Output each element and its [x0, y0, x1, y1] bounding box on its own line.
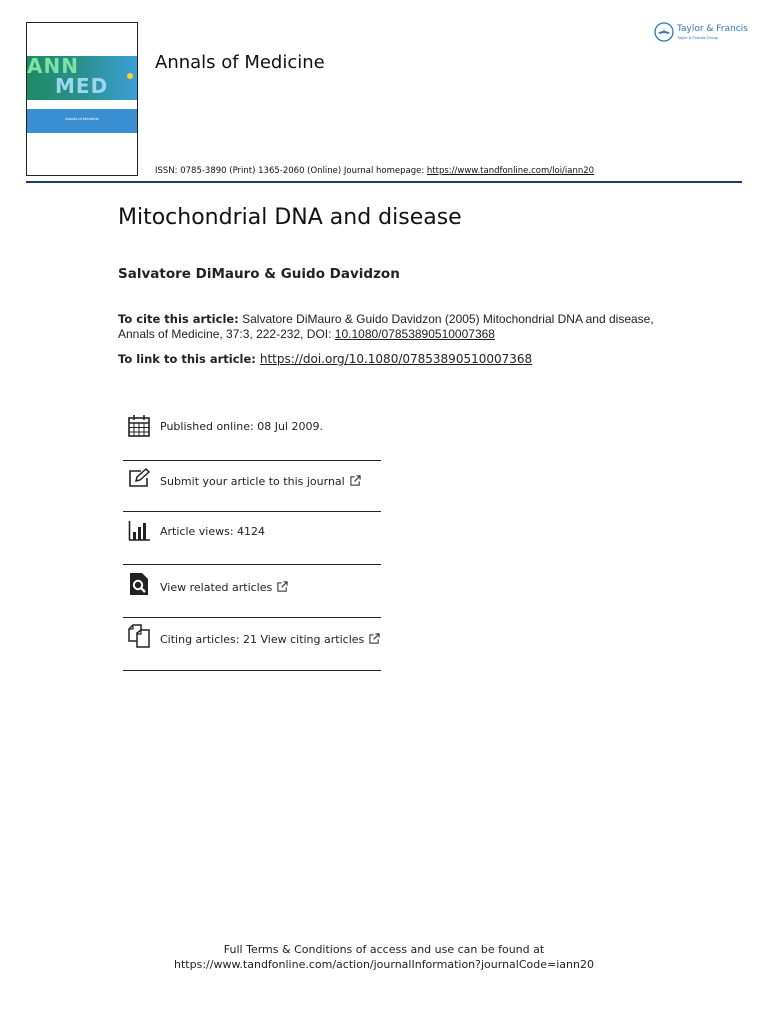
- meta-divider: [123, 564, 381, 565]
- submit-article-link[interactable]: [160, 475, 361, 488]
- journal-cover: [26, 22, 138, 176]
- article-authors: Salvatore DiMauro & Guido Davidzon: [118, 266, 400, 282]
- related-row[interactable]: [123, 572, 381, 602]
- cite-doi-link[interactable]: 10.1080/07853890510007368: [334, 327, 495, 341]
- citing-documents-icon: [127, 624, 151, 648]
- publisher-logo-icon: [654, 22, 674, 42]
- submit-article-label: Submit your article to this journal: [160, 475, 345, 488]
- citing-articles-link[interactable]: [160, 633, 380, 646]
- link-label: To link to this article:: [118, 352, 256, 366]
- article-title: Mitochondrial DNA and disease: [118, 205, 462, 230]
- published-date: Published online: 08 Jul 2009.: [160, 420, 323, 433]
- views-row: [123, 518, 381, 548]
- edit-icon: [127, 467, 151, 491]
- issn-text: ISSN: 0785-3890 (Print) 1365-2060 (Online) Journal homepage:: [155, 166, 427, 176]
- calendar-icon: [127, 414, 151, 438]
- cover-title-ann: ANN: [27, 54, 79, 78]
- article-link-block: [118, 352, 532, 366]
- cite-text: Salvatore DiMauro & Guido Davidzon (2005) Mitochondrial DNA and disease, Annals of Medicine, 37:3, 222-232, DOI:: [118, 312, 654, 341]
- issn-line: [155, 166, 594, 176]
- meta-divider: [123, 511, 381, 512]
- citing-articles-label: Citing articles: 21 View citing articles: [160, 633, 365, 646]
- publisher-group: Taylor & Francis Group: [677, 34, 718, 40]
- journal-name: Annals of Medicine: [155, 52, 325, 73]
- cover-dot: [127, 73, 133, 79]
- view-related-link[interactable]: [160, 581, 288, 594]
- footer-line1: Full Terms & Conditions of access and use can be found at: [223, 943, 545, 956]
- cover-subtitle: Annals of Medicine: [65, 116, 99, 121]
- bar-chart-icon: [127, 518, 151, 542]
- footer-terms-link[interactable]: https://www.tandfonline.com/action/journalInformation?journalCode=iann20: [174, 958, 594, 971]
- published-row: [123, 414, 381, 444]
- meta-divider: [123, 617, 381, 618]
- external-link-icon: [277, 581, 288, 592]
- cover-band-bottom: [27, 109, 137, 133]
- journal-homepage-link[interactable]: https://www.tandfonline.com/loi/iann20: [426, 166, 595, 176]
- external-link-icon: [350, 475, 361, 486]
- publisher-name: Taylor & Francis: [677, 23, 748, 34]
- publisher-logo[interactable]: [654, 22, 748, 42]
- view-related-label: View related articles: [160, 581, 273, 594]
- cite-label: To cite this article:: [118, 312, 239, 326]
- cover-title-med: MED: [55, 74, 109, 98]
- footer: [0, 942, 768, 972]
- article-doi-link[interactable]: https://doi.org/10.1080/07853890510007368: [259, 352, 533, 366]
- meta-divider: [123, 460, 381, 461]
- citing-row[interactable]: [123, 624, 381, 654]
- citation-block: [118, 312, 678, 342]
- external-link-icon: [369, 633, 380, 644]
- article-views: Article views: 4124: [160, 525, 266, 538]
- header-rule: [26, 181, 742, 183]
- search-document-icon: [127, 572, 151, 596]
- meta-divider: [123, 670, 381, 671]
- submit-row[interactable]: [123, 467, 381, 497]
